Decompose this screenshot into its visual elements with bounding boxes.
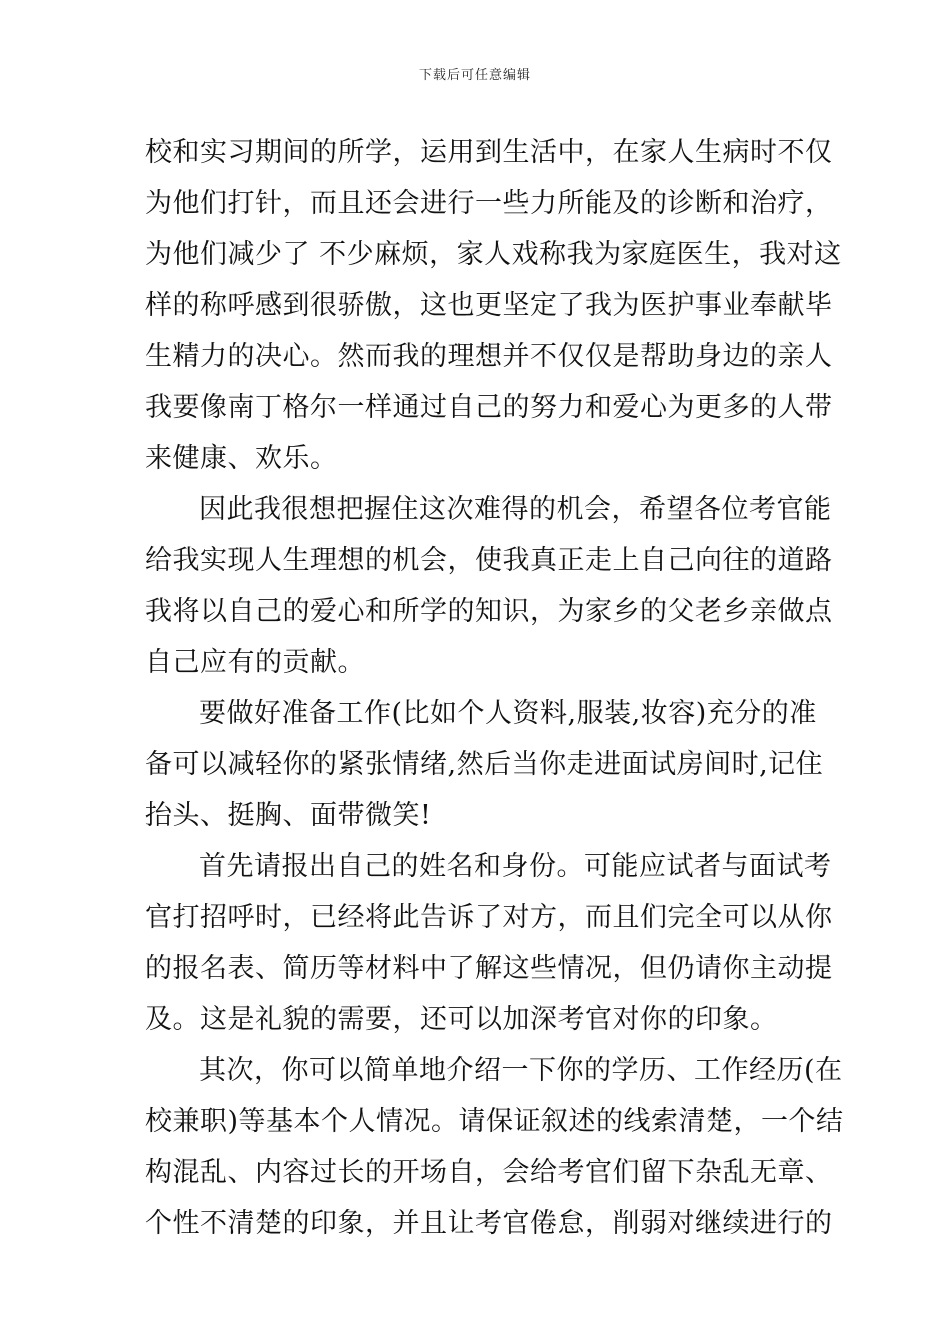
page-header: 下载后可任意编辑 bbox=[418, 68, 531, 83]
text-line: 的报名表、简历等材料中了解这些情况，但仍请你主动提 bbox=[145, 953, 833, 984]
text-line: 样的称呼感到很骄傲，这也更坚定了我为医护事业奉献毕 bbox=[145, 290, 833, 321]
text-line: 自己应有的贡献。 bbox=[145, 647, 365, 678]
paragraph-start-line: 首先请报出自己的姓名和身份。可能应试者与面试考 bbox=[199, 851, 832, 882]
paragraph-start-line: 其次，你可以简单地介绍一下你的学历、工作经历(在 bbox=[199, 1055, 843, 1086]
text-line: 校和实习期间的所学，运用到生活中，在家人生病时不仅 bbox=[145, 137, 833, 168]
text-line: 校兼职)等基本个人情况。请保证叙述的线索清楚，一个结 bbox=[145, 1106, 844, 1137]
text-line: 为他们减少了 不少麻烦，家人戏称我为家庭医生，我对这 bbox=[145, 239, 842, 270]
text-line: 官打招呼时，已经将此告诉了对方，而且们完全可以从你 bbox=[145, 902, 833, 933]
text-line: 构混乱、内容过长的开场自，会给考官们留下杂乱无章、 bbox=[145, 1157, 833, 1188]
paragraph-start-line: 要做好准备工作(比如个人资料,服装,妆容)充分的准 bbox=[199, 698, 817, 729]
document-body bbox=[145, 127, 844, 1249]
text-line: 及。这是礼貌的需要，还可以加深考官对你的印象。 bbox=[145, 1004, 778, 1035]
text-line: 我将以自己的爱心和所学的知识，为家乡的父老乡亲做点 bbox=[145, 596, 833, 627]
paragraph-start-line: 因此我很想把握住这次难得的机会，希望各位考官能 bbox=[199, 494, 832, 525]
text-line: 抬头、挺胸、面带微笑! bbox=[145, 800, 432, 831]
text-line: 给我实现人生理想的机会，使我真正走上自己向往的道路 bbox=[145, 545, 833, 576]
text-line: 我要像南丁格尔一样通过自己的努力和爱心为更多的人带 bbox=[145, 392, 833, 423]
text-line: 个性不清楚的印象，并且让考官倦怠，削弱对继续进行的 bbox=[145, 1208, 833, 1239]
text-line: 备可以减轻你的紧张情绪,然后当你走进面试房间时,记住 bbox=[145, 749, 824, 780]
text-line: 来健康、欢乐。 bbox=[145, 443, 338, 474]
text-line: 生精力的决心。然而我的理想并不仅仅是帮助身边的亲人 bbox=[145, 341, 833, 372]
text-line: 为他们打针，而且还会进行一些力所能及的诊断和治疗， bbox=[145, 188, 833, 219]
